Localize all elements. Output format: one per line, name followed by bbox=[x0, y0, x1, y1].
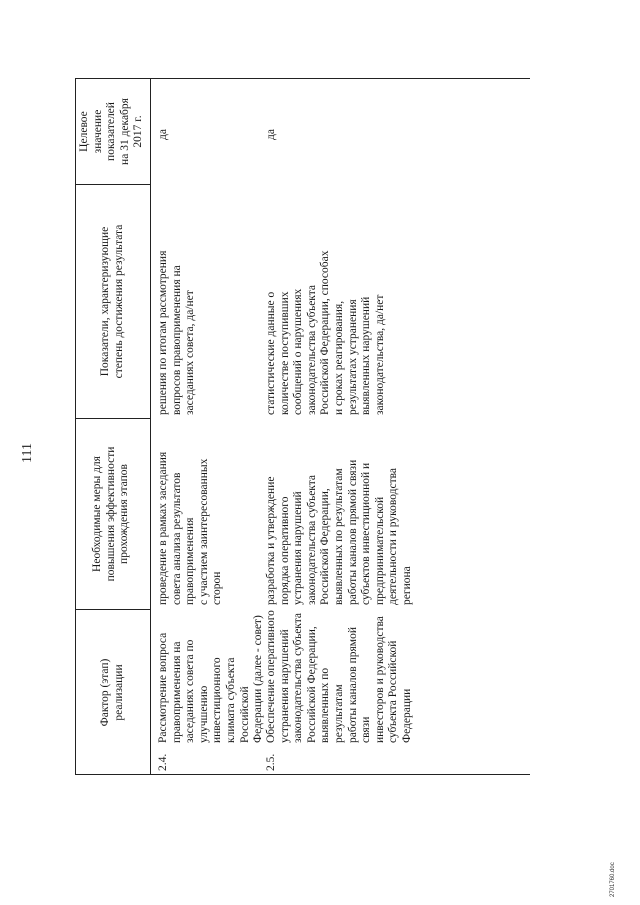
footer-filename: 2701760.doc bbox=[610, 862, 616, 897]
row-measures: разработка и утверждение порядка оперативного устранения нарушений законодательства субъекта Российской Федерации, выявленных по результатам работы каналов прямой связи субъектов инвестиционной и предпринимательской деятельности и руководства региона bbox=[265, 459, 413, 605]
row-factor: Рассмотрение вопроса правоприменения на заседаниях совета по улучшению инвестиционного климата субъекта Российской Федерации (далее - совет) bbox=[157, 615, 265, 743]
row-factor: Обеспечение оперативного устранения нарушений законодательства субъекта Российской Федерации, выявленных по результатам работы каналов прямой связи инвесторов и руководства субъекта Российской Федерации bbox=[265, 610, 413, 743]
row-target: да bbox=[265, 129, 277, 140]
header-indicators: Показатели, характеризующие степень достижения результата bbox=[99, 224, 125, 379]
table-header-separator bbox=[150, 78, 151, 775]
header-measures: Необходимые меры для повышения эффективности прохождения этапов bbox=[91, 446, 131, 582]
table-border-left bbox=[75, 774, 530, 775]
row-number: 2.4. bbox=[157, 753, 169, 771]
header-target: Целевое значение показателей на 31 декабря 2017 г. bbox=[78, 98, 145, 165]
page-number: 111 bbox=[20, 443, 35, 463]
header-factor: Фактор (этап) реализации bbox=[99, 658, 125, 727]
row-indicators: решения по итогам рассмотрения вопросов правоприменения на заседаниях совета, да/нет bbox=[157, 250, 197, 415]
row-target: да bbox=[157, 129, 169, 140]
row-indicators: статистические данные о количестве поступивших сообщений о нарушениях законодательства субъекта Российской Федерации, способах и сроках реагирования, результатах устранения выявленных нарушений законодательства, да/нет bbox=[265, 250, 386, 415]
row-measures: проведение в рамках заседания совета анализа результатов правоприменения с участием заинтересованных сторон bbox=[157, 451, 224, 605]
table-border-top bbox=[75, 78, 76, 775]
row-number: 2.5. bbox=[265, 753, 277, 771]
